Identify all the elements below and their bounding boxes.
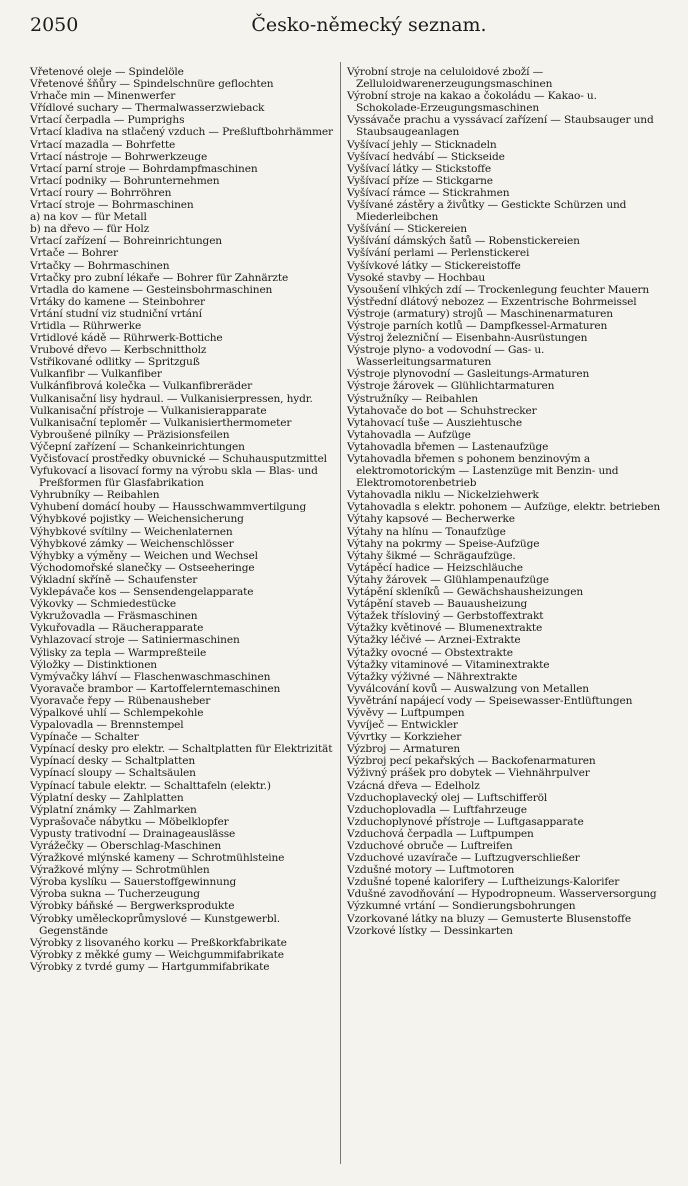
dictionary-entry: Vytahovadla břemen — Lastenaufzüge xyxy=(347,440,549,453)
dictionary-entry: Výtahy na pokrmy — Speise-Aufzüge xyxy=(347,537,540,550)
dictionary-entry: Vulkanfibr — Vulkanfiber xyxy=(30,368,162,381)
dictionary-entry: Výtažky vitaminové — Vitaminextrakte xyxy=(347,658,550,671)
dictionary-entry: Vrtání studní viz studniční vrtání xyxy=(30,307,202,320)
dictionary-entry: Vytápění skleníků — Gewächshausheizungen xyxy=(347,586,583,599)
dictionary-entry: a) na kov — für Metall xyxy=(30,211,147,224)
dictionary-entry: Vytahovadla břemen s pohonem benzinovým a elektromotorickým — Lastenzüge mit Benzin- und Elektromotorenbetrieb xyxy=(347,453,619,490)
dictionary-entry: Vytahovací tuše — Ausziehtusche xyxy=(347,416,522,429)
dictionary-entry: b) na dřevo — für Holz xyxy=(30,223,150,236)
dictionary-entry: Vytahovadla niklu — Nickelziehwerk xyxy=(347,489,539,502)
dictionary-entry: Vypínací tabule elektr. — Schalttafeln (elektr.) xyxy=(30,779,271,792)
right-column xyxy=(347,66,661,937)
dictionary-entry: Výstroje (armatury) strojů — Maschinenarmaturen xyxy=(347,307,613,320)
dictionary-entry: Výtažky výživné — Nährextrakte xyxy=(347,670,518,683)
dictionary-entry: Vrtače — Bohrer xyxy=(30,247,118,260)
dictionary-entry: Výplatní desky — Zahlplatten xyxy=(30,791,184,804)
dictionary-entry: Vrtáky do kamene — Steinbohrer xyxy=(30,295,205,308)
dictionary-entry: Vytápěcí hadice — Heizschläuche xyxy=(347,561,523,574)
dictionary-entry: Vřetenové šňůry — Spindelschnüre geflochten xyxy=(30,78,274,91)
dictionary-entry: Výtažky ovocné — Obstextrakte xyxy=(347,646,513,659)
dictionary-entry: Východomořské slanečky — Ostseeheringe xyxy=(30,561,255,574)
dictionary-entry: Výrobky báňské — Bergwerksprodukte xyxy=(30,900,235,913)
dictionary-entry: Vysoušení vlhkých zdí — Trockenlegung feuchter Mauern xyxy=(347,283,650,296)
dictionary-entry: Vrhače min — Minenwerfer xyxy=(30,90,176,103)
dictionary-entry: Vyšívací rámce — Stickrahmen xyxy=(347,186,510,199)
dictionary-entry: Vyrážečky — Oberschlag-Maschinen xyxy=(30,840,222,852)
dictionary-entry: Vrtací nástroje — Bohrwerkzeuge xyxy=(30,150,208,163)
page-number: 2050 xyxy=(30,14,79,36)
dictionary-entry: Vřídlové suchary — Thermalwasserzwieback xyxy=(30,102,265,115)
page-header xyxy=(30,14,668,44)
dictionary-entry: Výstroje plyno- a vodovodní — Gas- u. Wasserleitungsarmaturen xyxy=(347,344,545,369)
dictionary-entry: Vymývačky láhví — Flaschenwaschmaschinen xyxy=(30,670,271,683)
dictionary-entry: Vstřikované odlitky — Spritzguß xyxy=(30,356,200,369)
dictionary-entry: Vzduchoplynové přístroje — Luftgasapparate xyxy=(347,815,584,828)
dictionary-entry: Vysoké stavby — Hochbau xyxy=(347,271,486,284)
dictionary-entry: Vyčisťovací prostředky obuvnické — Schuhausputzmittel xyxy=(30,453,327,465)
dictionary-entry: Vytahovadla s elektr. pohonem — Aufzüge, elektr. betrieben xyxy=(347,501,661,514)
left-column xyxy=(30,66,336,973)
dictionary-entry: Vulkánfibrová kolečka — Vulkanfibreräder xyxy=(30,380,253,393)
dictionary-entry: Vyšívací hedvábí — Stickseide xyxy=(347,150,505,163)
dictionary-entry: Vyhubení domácí houby — Hausschwammvertilgung xyxy=(30,501,307,514)
dictionary-entry: Vzduchové uzavírače — Luftzugverschließer xyxy=(347,852,580,865)
dictionary-entry: Výrobní stroje na celuloidové zboží — Zelluloidwarenerzeugungsmaschinen xyxy=(347,66,553,91)
dictionary-entry: Výpalkové uhlí — Schlempekohle xyxy=(30,706,204,719)
dictionary-entry: Výkovky — Schmiedestücke xyxy=(30,598,177,611)
dictionary-entry: Výzbroj pecí pekařských — Backofenarmaturen xyxy=(347,755,596,768)
dictionary-entry: Vrtací kladiva na stlačený vzduch — Preßluftbohrhämmer xyxy=(30,126,333,139)
dictionary-entry: Výstroje plynovodní — Gasleitungs-Armaturen xyxy=(347,368,590,381)
dictionary-entry: Vyvíječ — Entwickler xyxy=(347,719,458,732)
dictionary-entry: Vrtací čerpadla — Pumprighs xyxy=(30,114,185,127)
dictionary-entry: Vyšívací látky — Stickstoffe xyxy=(347,162,491,175)
dictionary-entry: Vzácná dřeva — Edelholz xyxy=(347,779,480,792)
dictionary-entry: Vyšívání perlami — Perlenstickerei xyxy=(347,247,530,260)
dictionary-entry: Výhybkové zámky — Weichenschlösser xyxy=(30,537,234,550)
dictionary-entry: Výtažek třísloviný — Gerbstoffextrakt xyxy=(347,610,544,623)
dictionary-entry: Vypalovadla — Brennstempel xyxy=(30,719,184,732)
dictionary-entry: Výrobní stroje na kakao a čokoládu — Kakao- u. Schokolade-Erzeugungsmaschinen xyxy=(347,90,597,115)
dictionary-entry: Výražkové mlýnské kameny — Schrotmühlsteine xyxy=(30,852,285,865)
dictionary-entry: Výrobky uměleckoprůmyslové — Kunstgewerbl. Gegenstände xyxy=(30,912,280,937)
dictionary-entry: Vzdušné topené kalorifery — Luftheizungs-Kalorifer xyxy=(347,876,620,889)
dictionary-entry: Výhybkové pojistky — Weichensicherung xyxy=(30,513,244,526)
dictionary-entry: Vykružovadla — Fräsmaschinen xyxy=(30,610,198,623)
dictionary-entry: Vzorkové lístky — Dessinkarten xyxy=(347,924,513,937)
dictionary-entry: Vrtidla — Rührwerke xyxy=(30,319,142,332)
dictionary-entry: Výstřední dlátový nebozez — Exzentrische Bohrmeissel xyxy=(347,295,637,308)
dictionary-entry: Výlisky za tepla — Warmpreßteile xyxy=(30,646,207,659)
dictionary-entry: Vzduchová čerpadla — Luftpumpen xyxy=(347,827,534,840)
dictionary-entry: Výroba kyslíku — Sauerstoffgewinnung xyxy=(30,876,237,889)
dictionary-entry: Vrtací mazadla — Bohrfette xyxy=(30,138,176,151)
dictionary-entry: Vyssávače prachu a vyssávací zařízení — Staubsauger und Staubsaugeanlagen xyxy=(347,114,654,139)
dictionary-entry: Vytápění staveb — Bauausheizung xyxy=(347,598,528,611)
dictionary-entry: Vyšívané zástěry a živůtky — Gestickte Schürzen und Miederleibchen xyxy=(347,199,627,224)
dictionary-entry: Vrtidlové kádě — Rührwerk-Bottiche xyxy=(30,332,223,345)
dictionary-entry: Výtahy kapsové — Becherwerke xyxy=(347,513,515,526)
dictionary-entry: Vyšívání dámských šatů — Robenstickereien xyxy=(347,235,580,248)
dictionary-entry: Vzorkované látky na bluzy — Gemusterte Blusenstoffe xyxy=(347,912,631,925)
dictionary-entry: Vulkanisační přístroje — Vulkanisierapparate xyxy=(30,404,267,417)
dictionary-entry: Výtahy na hlínu — Tonaufzüge xyxy=(347,525,506,538)
dictionary-entry: Vzduchoplovadla — Luftfahrzeuge xyxy=(347,803,527,816)
dictionary-entry: Vulkanisační lisy hydraul. — Vulkanisierpressen, hydr. xyxy=(30,392,313,405)
dictionary-entry: Výživný prášek pro dobytek — Viehnährpulver xyxy=(347,767,590,780)
dictionary-entry: Vyoravače řepy — Rübenausheber xyxy=(30,694,211,707)
dictionary-entry: Výrobky z tvrdé gumy — Hartgummifabrikate xyxy=(30,960,270,973)
dictionary-entry: Výzbroj — Armaturen xyxy=(347,743,461,756)
dictionary-entry: Vypínací desky pro elektr. — Schaltplatten für Elektrizität xyxy=(30,743,333,756)
dictionary-entry: Vulkanisační teploměr — Vulkanisierthermometer xyxy=(30,416,292,429)
dictionary-entry: Výkladní skříně — Schaufenster xyxy=(30,573,198,586)
dictionary-entry: Vyšívací jehly — Sticknadeln xyxy=(347,138,497,151)
dictionary-entry: Vrtací stroje — Bohrmaschinen xyxy=(30,199,194,212)
dictionary-entry: Výplatní známky — Zahlmarken xyxy=(30,803,197,816)
dictionary-entry: Výstroje parních kotlů — Dampfkessel-Armaturen xyxy=(347,319,608,332)
dictionary-entry: Vyklepávače kos — Sensendengelapparate xyxy=(30,586,254,599)
dictionary-entry: Vytahovače do bot — Schuhstrecker xyxy=(347,404,537,417)
dictionary-entry: Vrtací parní stroje — Bohrdampfmaschinen xyxy=(30,162,258,175)
dictionary-entry: Vrtačky pro zubní lékaře — Bohrer für Zahnärzte xyxy=(30,271,289,284)
dictionary-entry: Vypínací sloupy — Schaltsäulen xyxy=(30,767,196,780)
column-divider xyxy=(340,62,341,1164)
dictionary-entry: Vývrtky — Korkzieher xyxy=(347,731,462,744)
dictionary-entry: Vdušné zavodňování — Hypodropneum. Wasserversorgung xyxy=(347,888,657,901)
dictionary-entry: Vzdušné motory — Luftmotoren xyxy=(347,864,515,877)
dictionary-entry: Vyšívkové látky — Stickereistoffe xyxy=(347,259,521,272)
dictionary-entry: Výroba sukna — Tucherzeugung xyxy=(30,888,200,901)
dictionary-entry: Výstroj železniční — Eisenbahn-Ausrüstungen xyxy=(347,332,588,345)
dictionary-entry: Vypusty trativodní — Drainageauslässe xyxy=(30,827,236,840)
dictionary-entry: Výražkové mlýny — Schrotmühlen xyxy=(30,864,210,877)
dictionary-entry: Vykuřovadla — Räucherapparate xyxy=(30,622,204,635)
dictionary-entry: Vrtací podniky — Bohrunternehmen xyxy=(30,174,220,187)
dictionary-entry: Vyšívání — Stickereien xyxy=(347,223,467,236)
dictionary-entry: Výložky — Distinktionen xyxy=(30,658,157,671)
dictionary-entry: Vyhrubníky — Reibahlen xyxy=(30,489,160,502)
dictionary-entry: Vytahovadla — Aufzüge xyxy=(347,428,471,441)
dictionary-entry: Vyoravače brambor — Kartoffelerntemaschinen xyxy=(30,682,281,695)
dictionary-entry: Výtahy žárovek — Glühlampenaufzüge xyxy=(347,573,549,586)
dictionary-entry: Výtažky léčivé — Arznei-Extrakte xyxy=(347,634,521,647)
dictionary-entry: Vrtací roury — Bohrröhren xyxy=(30,186,172,199)
dictionary-entry: Výstroje žárovek — Glühlichtarmaturen xyxy=(347,380,555,393)
dictionary-entry: Výhybkové svítilny — Weichenlaternen xyxy=(30,525,233,538)
dictionary-entry: Vřetenové oleje — Spindelöle xyxy=(30,66,184,78)
dictionary-entry: Výrobky z měkké gumy — Weichgummifabrikate xyxy=(30,948,284,961)
dictionary-entry: Vyvětrání napájecí vody — Speisewasser-Entlüftungen xyxy=(347,694,633,707)
dictionary-entry: Vypínače — Schalter xyxy=(30,731,139,744)
dictionary-entry: Výčepní zařízení — Schankeinrichtungen xyxy=(30,440,245,453)
dictionary-entry: Výhybky a výměny — Weichen und Wechsel xyxy=(30,549,258,562)
dictionary-entry: Výzkumné vrtání — Sondierungsbohrungen xyxy=(347,900,576,913)
dictionary-entry: Výtahy šikmé — Schrägaufzüge. xyxy=(347,549,516,562)
dictionary-entry: Vzduchové obruče — Luftreifen xyxy=(347,840,513,852)
dictionary-entry: Vrtačky — Bohrmaschinen xyxy=(30,259,170,272)
dictionary-entry: Výrobky z lisovaného korku — Preßkorkfabrikate xyxy=(30,936,287,949)
dictionary-entry: Vzduchoplavecký olej — Luftschifferöl xyxy=(347,791,548,804)
page-title: Česko-německý seznam. xyxy=(251,14,487,36)
dictionary-entry: Vrubové dřevo — Kerbschnittholz xyxy=(30,344,207,357)
dictionary-entry: Výtažky květinové — Blumenextrakte xyxy=(347,622,543,635)
dictionary-entry: Vrtadla do kamene — Gesteinsbohrmaschinen xyxy=(30,283,273,296)
dictionary-entry: Vyšívací příze — Stickgarne xyxy=(347,174,493,187)
dictionary-entry: Vypínací desky — Schaltplatten xyxy=(30,755,195,768)
dictionary-entry: Vyfukovací a lisovací formy na výrobu skla — Blas- und Preßformen für Glasfabrikation xyxy=(30,465,318,490)
dictionary-entry: Vyprašovače nábytku — Möbelklopfer xyxy=(30,815,229,828)
dictionary-entry: Výstružníky — Reibahlen xyxy=(347,392,478,405)
dictionary-entry: Vyválcování kovů — Auswalzung von Metallen xyxy=(347,682,589,695)
dictionary-entry: Vývěvy — Luftpumpen xyxy=(347,706,465,719)
dictionary-entry: Vyhlazovací stroje — Satiniermaschinen xyxy=(30,634,240,647)
dictionary-entry: Vrtací zařízení — Bohreinrichtungen xyxy=(30,235,222,248)
dictionary-entry: Vybroušené pilníky — Präzisionsfeilen xyxy=(30,428,230,441)
